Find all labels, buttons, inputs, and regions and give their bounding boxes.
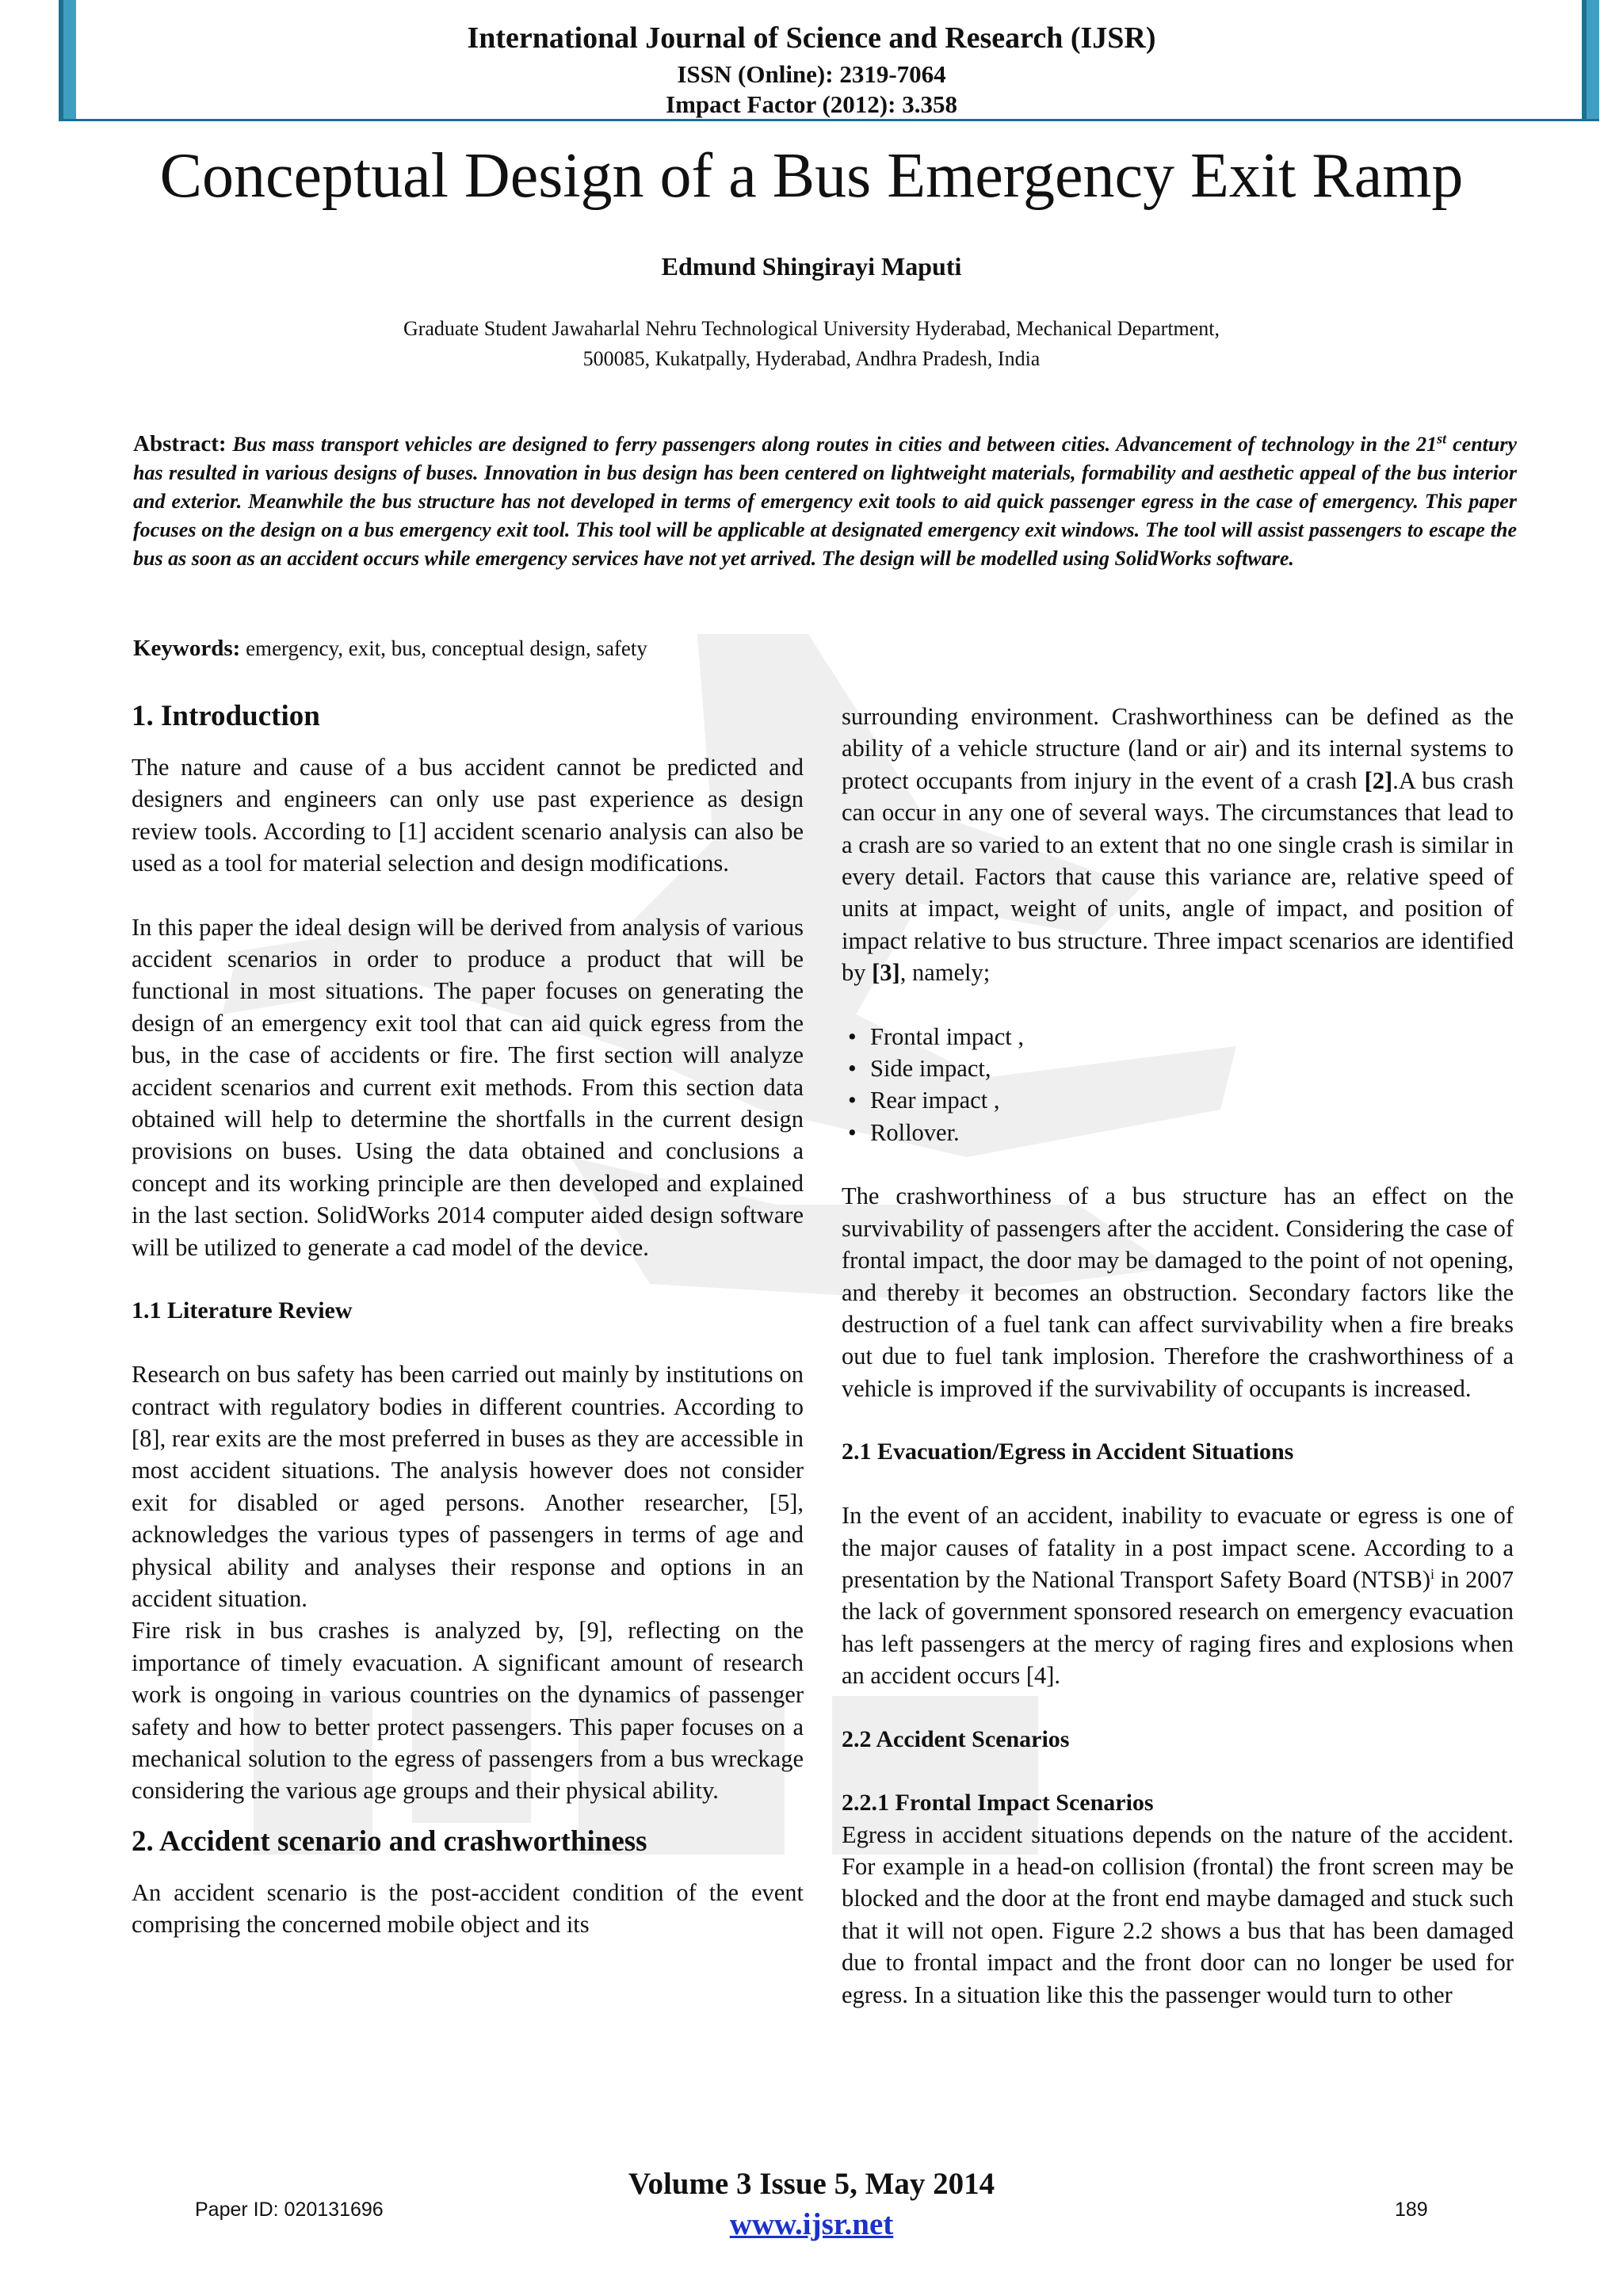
paragraph-text: In the event of an accident, inability to evacuate or egress is one of the major causes of fatality in a post impact scene. According to a presentation by the National Transport Safety Board (NTSB) bbox=[842, 1502, 1514, 1593]
journal-impact-factor: Impact Factor (2012): 3.358 bbox=[666, 90, 957, 118]
footer-page-number: 189 bbox=[1395, 2199, 1428, 2221]
paragraph: In this paper the ideal design will be derived from analysis of various accident scenarios in order to produce a product that will be functional in most situations. The paper focuses on generating the design of an emergency exit tool that can aid quick egress from the bus, in the case of accidents or fire. The first section will analyze accident scenarios and current exit methods. From this section data obtained will help to determine the shortfalls in the current design provisions on buses. Using the data obtained and conclusions a concept and its working principle are then developed and explained in the last section. SolidWorks 2014 computer aided design software will be utilized to generate a cad model of the device. bbox=[132, 913, 804, 1261]
footer-paper-id: Paper ID: 020131696 bbox=[195, 2199, 384, 2221]
endnote-marker: i bbox=[1430, 1565, 1434, 1582]
abstract-text-a: Bus mass transport vehicles are designed to ferry passengers along routes in cities and between cities. Advancement of technology in the 21 bbox=[232, 433, 1438, 456]
paper-title: Conceptual Design of a Bus Emergency Exit Ramp bbox=[159, 141, 1464, 211]
author-affiliation bbox=[158, 314, 1465, 374]
subsection-heading-literature-review: 1.1 Literature Review bbox=[132, 1297, 353, 1324]
paragraph: An accident scenario is the post-accident condition of the event comprising the concerned mobile object and its bbox=[132, 1878, 804, 1939]
paragraph bbox=[842, 1499, 1514, 1691]
abstract-text-b: century has resulted in various designs of buses. Innovation in bus design has been centered on lightweight materials, formability and aesthetic appeal of the bus interior and exterior. Meanwhile the bus structure has not developed in terms of emergency exit tools to aid quick passenger egress in the case of emergency. This paper focuses on the design on a bus emergency exit tool. This tool will be applicable at designated emergency exit windows. The tool will assist passengers to escape the bus as soon as an accident occurs while emergency services have not yet arrived. The design will be modelled using SolidWorks software. bbox=[133, 433, 1517, 570]
paragraph: The crashworthiness of a bus structure has an effect on the survivability of passengers after the accident. Considering the case of frontal impact, the door may be damaged to the point of not opening, and thereby it becomes an obstruction. Secondary factors like the destruction of a fuel tank can affect survivability when a fire breaks out due to fuel tank implosion. Therefore the crashworthiness of a vehicle is improved if the survivability of occupants is increased. bbox=[842, 1182, 1514, 1402]
impact-list bbox=[842, 1021, 1514, 1149]
citation-ref: [2] bbox=[1364, 766, 1393, 794]
abstract bbox=[133, 430, 1517, 573]
paragraph-text: surrounding environment. Crashworthiness can be defined as the ability of a vehicle structure (land or air) and its internal systems to protect occupants from injury in the event of a crash bbox=[842, 703, 1514, 794]
subsection-heading-accident-scenarios: 2.2 Accident Scenarios bbox=[842, 1725, 1070, 1752]
paragraph-text: in 2007 the lack of government sponsored research on emergency evacuation has left passengers at the mercy of raging fires and explosions when an accident occurs [4]. bbox=[842, 1565, 1514, 1690]
abstract-text bbox=[133, 430, 1517, 570]
citation-ref: [3] bbox=[872, 959, 900, 987]
journal-issn: ISSN (Online): 2319-7064 bbox=[677, 60, 946, 88]
left-column bbox=[132, 697, 804, 1941]
list-item: • Side impact, bbox=[870, 1052, 1514, 1084]
affiliation-line-1: Graduate Student Jawaharlal Nehru Technological University Hyderabad, Mechanical Department, bbox=[403, 317, 1220, 340]
abstract-label: Abstract: bbox=[133, 431, 227, 457]
section-heading-accident-scenario: 2. Accident scenario and crashworthiness bbox=[132, 1824, 647, 1858]
subsection-heading-evacuation: 2.1 Evacuation/Egress in Accident Situations bbox=[842, 1438, 1294, 1465]
journal-name: International Journal of Science and Research (IJSR) bbox=[467, 21, 1156, 55]
keywords bbox=[133, 636, 647, 662]
keywords-text: emergency, exit, bus, conceptual design, safety bbox=[240, 636, 647, 660]
affiliation-line-2: 500085, Kukatpally, Hyderabad, Andhra Pradesh, India bbox=[582, 347, 1041, 370]
paper-author: Edmund Shingirayi Maputi bbox=[661, 252, 962, 281]
section-heading-introduction: 1. Introduction bbox=[132, 700, 320, 732]
paragraph: Fire risk in bus crashes is analyzed by, [9], reflecting on the importance of timely evacuation. A significant amount of research work is ongoing in various countries on the dynamics of passenger safety and how to better protect passengers. This paper focuses on a mechanical solution to the egress of passengers from a bus wreckage considering the various age groups and their physical ability. bbox=[132, 1617, 804, 1805]
footer-volume: Volume 3 Issue 5, May 2014 bbox=[628, 2167, 995, 2201]
paragraph: Egress in accident situations depends on the nature of the accident. For example in a head-on collision (frontal) the front screen may be blocked and the door at the front end maybe damaged and stuck such that it will not open. Figure 2.2 shows a bus that has been damaged due to frontal impact and the front door can no longer be used for egress. In a situation like this the passenger would turn to other bbox=[842, 1820, 1514, 2008]
paragraph: The nature and cause of a bus accident cannot be predicted and designers and engineers can only use past experience as design review tools. According to [1] accident scenario analysis can also be used as a tool for material selection and design modifications. bbox=[132, 754, 804, 877]
keywords-label: Keywords: bbox=[133, 636, 241, 661]
right-column bbox=[842, 701, 1514, 2011]
paragraph-text: .A bus crash can occur in any one of several ways. The circumstances that lead to a crash are so varied to an extent that no one single crash is similar in every detail. Factors that cause this variance are, relative speed of units at impact, weight of units, angle of impact, and position of impact relative to bus structure. Three impact scenarios are identified by bbox=[842, 766, 1514, 987]
footer-url-link[interactable]: www.ijsr.net bbox=[729, 2207, 894, 2241]
list-item: • Frontal impact , bbox=[870, 1021, 1514, 1052]
paragraph: Research on bus safety has been carried out mainly by institutions on contract with regulatory bodies in different countries. According to [8], rear exits are the most preferred in buses as they are accessible in most accident situations. The analysis however does not consider exit for disabled or aged persons. Another researcher, [5], acknowledges the various types of passengers in terms of age and physical ability and analyses their response and options in an accident situation. bbox=[132, 1361, 804, 1612]
paragraph-text: , namely; bbox=[899, 959, 991, 987]
abstract-superscript: st bbox=[1437, 430, 1447, 447]
list-item: • Rear impact , bbox=[870, 1084, 1514, 1116]
list-item: • Rollover. bbox=[870, 1117, 1514, 1148]
subsubsection-heading-frontal-impact: 2.2.1 Frontal Impact Scenarios bbox=[842, 1789, 1154, 1816]
header-divider bbox=[59, 119, 1599, 121]
paragraph bbox=[842, 701, 1514, 989]
